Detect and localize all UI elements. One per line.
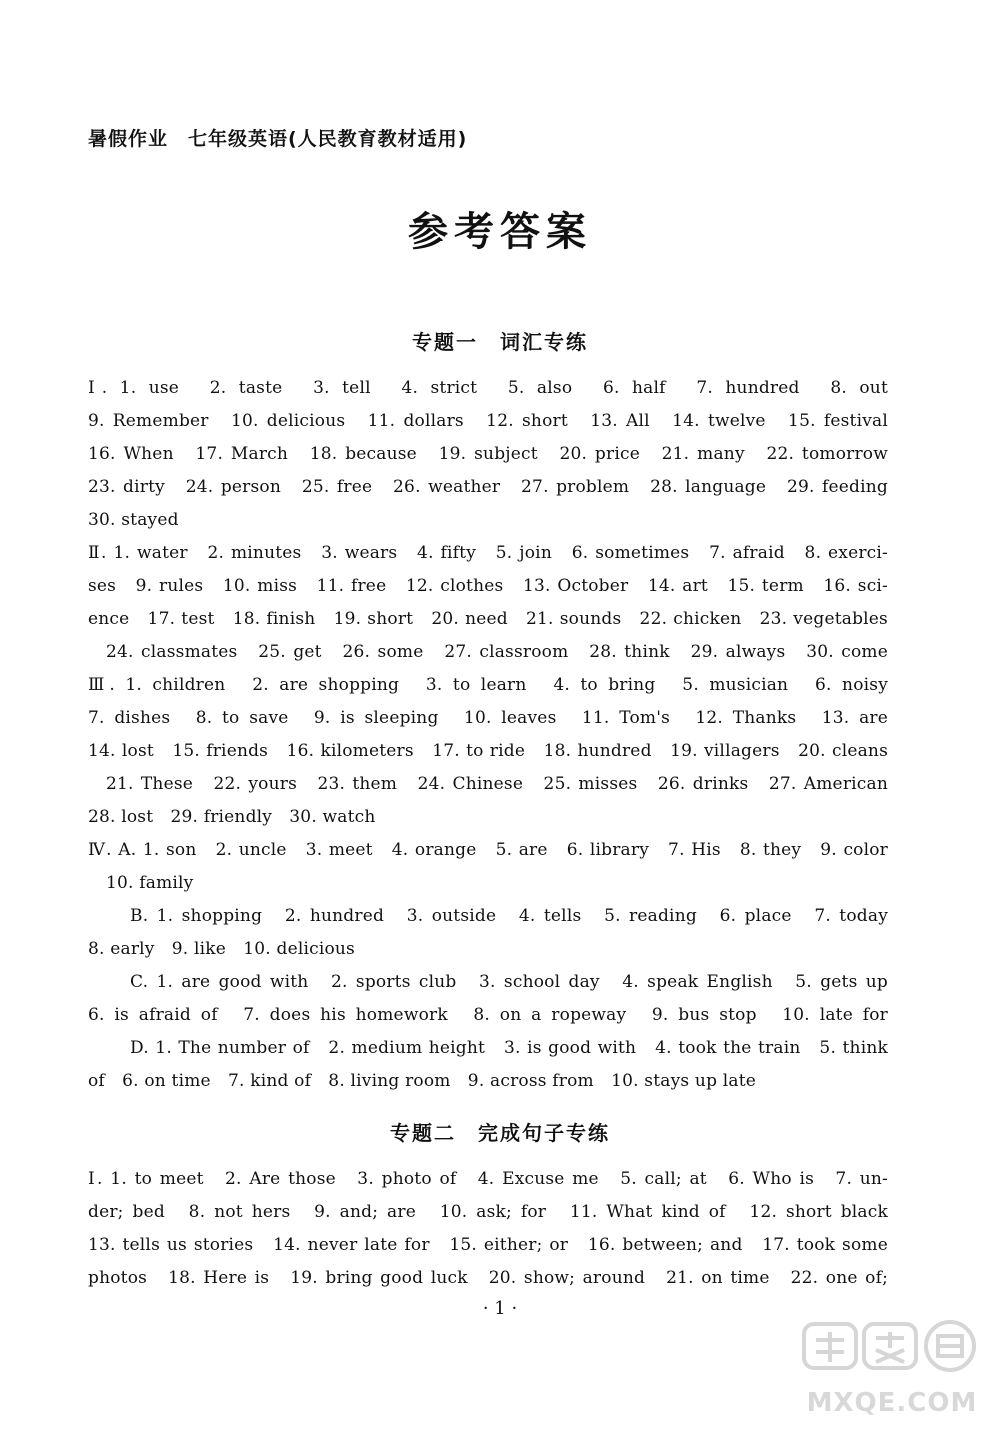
answer-line: of 6. on time 7. kind of 8. living room 9. across from 10. stays up late bbox=[88, 1071, 757, 1091]
answer-line: 16. When 17. March 18. because 19. subject 20. price 21. many 22. tomorrow bbox=[88, 444, 888, 464]
answer-line: C. 1. are good with 2. sports club 3. school day 4. speak English 5. gets up bbox=[130, 972, 888, 992]
answer-line: 23. dirty 24. person 25. free 26. weather 27. problem 28. language 29. feeding bbox=[88, 477, 888, 497]
answer-line: D. 1. The number of 2. medium height 3. is good with 4. took the train 5. think bbox=[130, 1038, 888, 1058]
answer-line: 21. These 22. yours 23. them 24. Chinese 25. misses 26. drinks 27. American bbox=[106, 774, 888, 794]
book-header: 暑假作业 七年级英语(人民教育教材适用) bbox=[88, 128, 468, 150]
answer-line: photos 18. Here is 19. bring good luck 20. show; around 21. on time 22. one of; bbox=[88, 1268, 888, 1288]
answer-line: 10. family bbox=[106, 873, 194, 893]
answer-line: ence 17. test 18. finish 19. short 20. need 21. sounds 22. chicken 23. vegetables bbox=[88, 609, 888, 629]
answer-line: ses 9. rules 10. miss 11. free 12. clothes 13. October 14. art 15. term 16. sci- bbox=[88, 576, 888, 596]
section-vocabulary-answers bbox=[88, 372, 888, 1098]
answer-line: 6. is afraid of 7. does his homework 8. on a ropeway 9. bus stop 10. late for bbox=[88, 1005, 888, 1025]
answer-line: 7. dishes 8. to save 9. is sleeping 10. leaves 11. Tom's 12. Thanks 13. are bbox=[88, 708, 888, 728]
answer-line: 14. lost 15. friends 16. kilometers 17. to ride 18. hundred 19. villagers 20. cleans bbox=[88, 741, 888, 761]
answer-line: 24. classmates 25. get 26. some 27. classroom 28. think 29. always 30. come bbox=[106, 642, 888, 662]
section-title-vocabulary: 专题一 词汇专练 bbox=[412, 330, 588, 354]
watermark bbox=[802, 1318, 982, 1422]
watermark-text: MXQE.COM bbox=[806, 1388, 978, 1418]
answer-line: Ⅰ. 1. use 2. taste 3. tell 4. strict 5. also 6. half 7. hundred 8. out bbox=[88, 378, 888, 398]
page-number: · 1 · bbox=[482, 1298, 518, 1319]
answer-line: Ⅰ. 1. to meet 2. Are those 3. photo of 4. Excuse me 5. call; at 6. Who is 7. un- bbox=[88, 1169, 888, 1189]
answer-line: B. 1. shopping 2. hundred 3. outside 4. tells 5. reading 6. place 7. today bbox=[130, 906, 888, 926]
section-title-sentence-completion: 专题二 完成句子专练 bbox=[390, 1121, 610, 1145]
watermark-logo-icon bbox=[802, 1318, 982, 1374]
answer-line: 9. Remember 10. delicious 11. dollars 12. short 13. All 14. twelve 15. festival bbox=[88, 411, 888, 431]
answer-line: der; bed 8. not hers 9. and; are 10. ask; for 11. What kind of 12. short black bbox=[88, 1202, 888, 1222]
answer-line: 30. stayed bbox=[88, 510, 179, 530]
answer-line: 28. lost 29. friendly 30. watch bbox=[88, 807, 376, 827]
answer-line: Ⅲ. 1. children 2. are shopping 3. to learn 4. to bring 5. musician 6. noisy bbox=[88, 675, 888, 695]
answer-line: 8. early 9. like 10. delicious bbox=[88, 939, 355, 959]
section-sentence-answers bbox=[88, 1163, 888, 1295]
answer-line: 13. tells us stories 14. never late for 15. either; or 16. between; and 17. took some bbox=[88, 1235, 888, 1255]
page-title: 参考答案 bbox=[408, 208, 592, 255]
answer-line: Ⅱ. 1. water 2. minutes 3. wears 4. fifty 5. join 6. sometimes 7. afraid 8. exerci- bbox=[88, 543, 888, 563]
answer-line: Ⅳ. A. 1. son 2. uncle 3. meet 4. orange 5. are 6. library 7. His 8. they 9. color bbox=[88, 840, 888, 860]
